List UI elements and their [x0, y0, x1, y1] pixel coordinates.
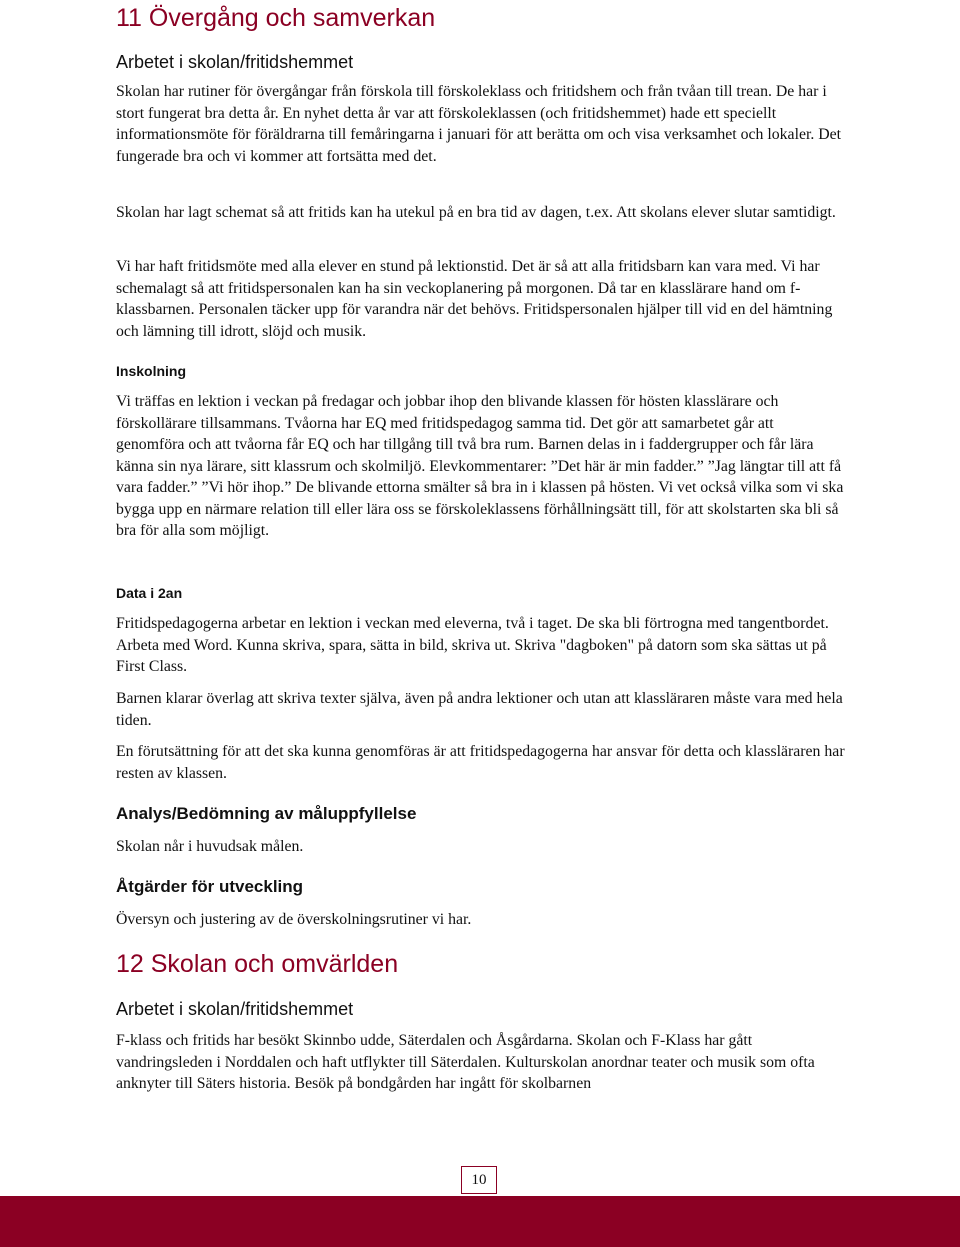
data-2an-paragraph-2: Barnen klarar överlag att skriva texter själva, även på andra lektioner och utan att klassläraren måste vara med hela tiden. [116, 690, 843, 729]
footer-bar [0, 1196, 960, 1247]
section-11-title: 11 Övergång och samverkan [116, 4, 436, 32]
section-11-paragraph-1: Skolan har rutiner för övergångar från förskola till förskoleklass och fritidshem och från tvåan till trean. De har i stort fungerat bra detta år. En nyhet detta år var att förskoleklassen (och fritidshemmet) hade ett speciellt informationsmöte för föräldrarna till femåringarna i januari för att berätta om och visa verksamhet och lokaler. Det fungerade bra och vi kommer att fortsätta med det. [116, 83, 842, 165]
inskolning-paragraph: Vi träffas en lektion i veckan på fredagar och jobbar ihop den blivande klassen för hösten klasslärare och förskollärare tillsammans. Tvåorna har EQ med fritidspedagog samma tid. Det gör att samarbetet går att genomföra och att tvåorna får EQ och har tillgång till två bra rum. Barnen delas in i faddergrupper och får lära känna sin nya lärare, sitt klassrum och skolmiljö. Elevkommentarer: ”Det här är min fadder.” ”Jag längtar till att få vara fadder.” ”Vi hör ihop.” De blivande ettorna smälter så bra in i klassen på hösten. Vi vet också vilka som vi ska bygga upp en närmare relation till eller lära oss se förskoleklassens förhållningsätt till, för att skolstarten ska bli så bra för alla som möjligt. [116, 393, 844, 539]
section-12-title: 12 Skolan och omvärlden [116, 950, 399, 978]
section-12-paragraph-1: F-klass och fritids har besökt Skinnbo udde, Säterdalen och Åsgårdarna. Skolan och F-Klass har gått vandringsleden i Norddalen och haft utflykter till Säterdalen. Kulturskolan anordnar teater och musik som ofta anknyter till Säters historia. Besök på bondgården har ingått för skolbarnen [116, 1032, 815, 1092]
section-11-paragraph-2: Skolan har lagt schemat så att fritids kan ha utekul på en bra tid av dagen, t.ex. Att skolans elever slutar samtidigt. [116, 204, 836, 221]
data-2an-paragraph-3: En förutsättning för att det ska kunna genomföras är att fritidspedagogerna har ansvar för detta och klassläraren har resten av klassen. [116, 743, 845, 782]
atgarder-heading: Åtgärder för utveckling [116, 877, 304, 896]
page-number: 10 [461, 1166, 497, 1194]
section-11-paragraph-3: Vi har haft fritidsmöte med alla elever en stund på lektionstid. Det är så att alla fritidsbarn kan vara med. Vi har schemalagt så att fritidspersonalen kan ha sin veckoplanering på morgonen. Då tar en klasslärare hand om f-klassbarnen. Personalen täcker upp för varandra när det behövs. Fritidspersonalen hjälper till vid en del hämtning och lämning till idrott, slöjd och musik. [116, 258, 833, 340]
atgarder-paragraph: Översyn och justering av de överskolningsrutiner vi har. [116, 911, 472, 928]
data-2an-heading: Data i 2an [116, 585, 183, 601]
analys-heading: Analys/Bedömning av måluppfyllelse [116, 804, 417, 823]
analys-paragraph: Skolan når i huvudsak målen. [116, 838, 304, 855]
section-11-subheading-arbetet: Arbetet i skolan/fritidshemmet [116, 52, 354, 72]
inskolning-heading: Inskolning [116, 363, 186, 379]
section-12-subheading-arbetet: Arbetet i skolan/fritidshemmet [116, 999, 354, 1019]
data-2an-paragraph-1: Fritidspedagogerna arbetar en lektion i veckan med eleverna, två i taget. De ska bli förtrogna med tangentbordet. Arbeta med Word. Kunna skriva, spara, sätta in bild, skriva ut. Skriva "dagboken" på datorn som ska sättas ut på First Class. [116, 615, 829, 675]
